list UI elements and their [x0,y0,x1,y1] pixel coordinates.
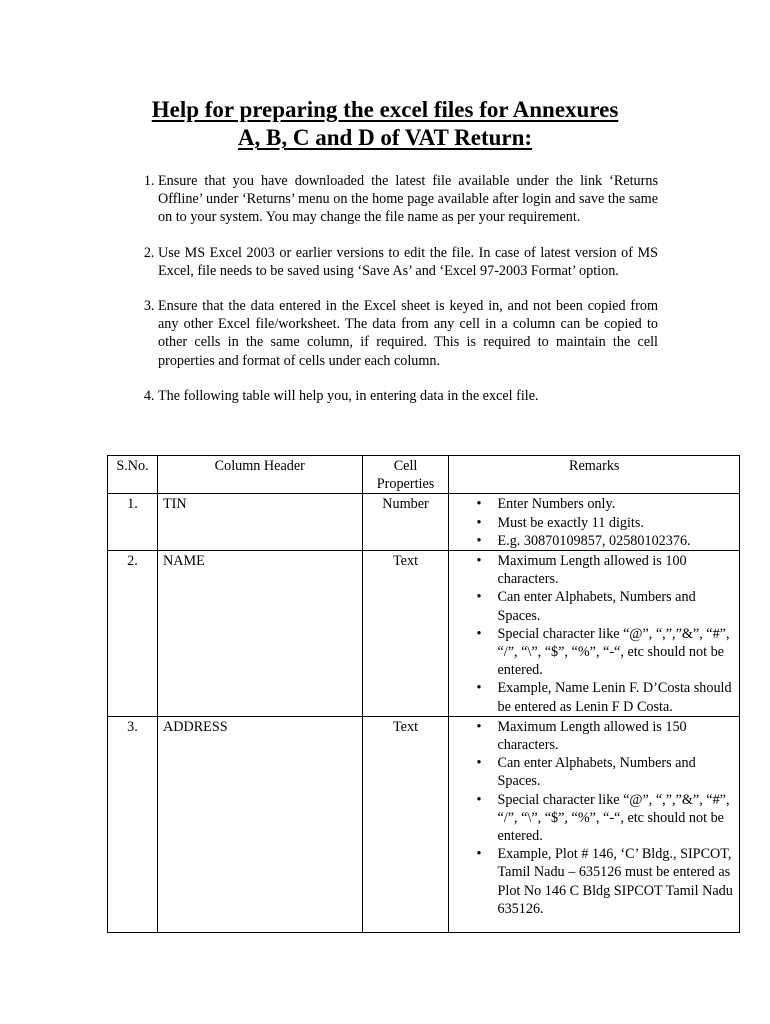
row-remarks [449,494,740,551]
remark-item: • Example, Name Lenin F. D’Costa should be entered as Lenin F D Costa. [497,679,734,715]
table-header-row [108,456,740,494]
excel-column-guide-table [107,455,740,933]
title-line-1: Help for preparing the excel files for Annexures [151,97,619,122]
remarks-list [454,495,734,550]
table-row [108,716,740,932]
remark-item: • Can enter Alphabets, Numbers and Spaces. [497,754,734,790]
title-line-2: A, B, C and D of VAT Return: [237,125,533,150]
instruction-item: 4. The following table will help you, in entering data in the excel file. [158,387,658,405]
header-remarks: Remarks [449,456,740,494]
remarks-list [454,718,734,918]
header-sno: S.No. [108,456,158,494]
remark-item: • Must be exactly 11 digits. [497,514,734,532]
remark-item: • Enter Numbers only. [497,495,734,513]
row-cell-properties: Text [362,716,449,932]
remark-item: • E.g. 30870109857, 02580102376. [497,532,734,550]
remark-item: • Maximum Length allowed is 100 characters. [497,552,734,588]
remark-item: • Maximum Length allowed is 150 characters. [497,718,734,754]
row-remarks [449,551,740,717]
table-row [108,494,740,551]
remark-item: • Special character like “@”, “,”,”&”, “#”, “/”, “\”, “$”, “%”, “-“, etc should not be entered. [497,791,734,846]
row-column-header: NAME [157,551,362,717]
header-column-header: Column Header [157,456,362,494]
remark-item: • Example, Plot # 146, ‘C’ Bldg., SIPCOT, Tamil Nadu – 635126 must be entered as Plot No 146 C Bldg SIPCOT Tamil Nadu 635126. [497,845,734,918]
row-sno: 3. [108,716,158,932]
row-remarks [449,716,740,932]
row-cell-properties: Number [362,494,449,551]
instruction-list [105,172,658,422]
table-row [108,551,740,717]
instruction-item: 3. Ensure that the data entered in the Excel sheet is keyed in, and not been copied from any other Excel file/worksheet. The data from any cell in a column can be copied to other cells in the same column, if required. This is required to maintain the cell properties and format of cells under each column. [158,297,658,370]
instruction-item: 1. Ensure that you have downloaded the latest file available under the link ‘Returns Offline’ under ‘Returns’ menu on the home page available after login and save the same on to your system. You may change the file name as per your requirement. [158,172,658,227]
row-column-header: ADDRESS [157,716,362,932]
remarks-list [454,552,734,716]
row-sno: 1. [108,494,158,551]
remark-item: • Can enter Alphabets, Numbers and Spaces. [497,588,734,624]
header-cell-properties: Cell Properties [362,456,449,494]
row-column-header: TIN [157,494,362,551]
row-sno: 2. [108,551,158,717]
row-cell-properties: Text [362,551,449,717]
instruction-item: 2. Use MS Excel 2003 or earlier versions to edit the file. In case of latest version of MS Excel, file needs to be saved using ‘Save As’ and ‘Excel 97-2003 Format’ option. [158,244,658,280]
remark-item: • Special character like “@”, “,”,”&”, “#”, “/”, “\”, “$”, “%”, “-“, etc should not be entered. [497,625,734,680]
document-title [0,96,770,152]
